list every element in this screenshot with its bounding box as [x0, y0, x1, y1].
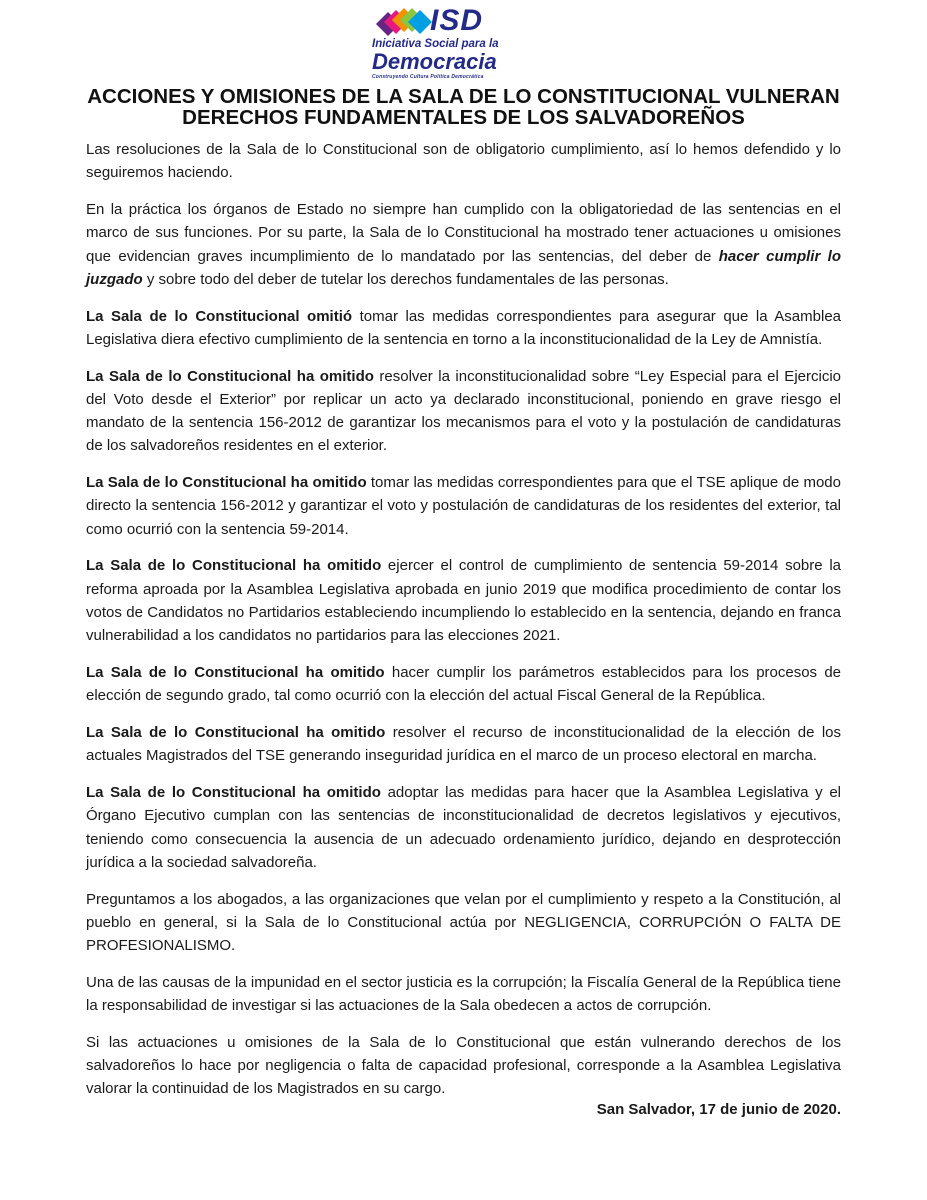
paragraph-7: [86, 661, 841, 708]
logo-abbreviation: ISD: [430, 4, 484, 37]
paragraph-text: hacer cumplir los parámetros establecidos para los procesos de elección de segundo grado, tal como ocurrió con la elección del actual Fiscal General de la República.: [86, 663, 842, 705]
emphasis-text: hacer cumplir lo juzgado: [86, 247, 841, 288]
paragraph-12: [86, 1031, 841, 1101]
paragraph-10: [86, 888, 841, 958]
paragraph-11: [86, 971, 841, 1018]
paragraph-6: [86, 554, 841, 647]
logo-name-line1: Iniciativa Social para la: [372, 38, 499, 50]
paragraph-lead: La Sala de lo Constitucional ha omitido: [86, 783, 381, 801]
paragraph-2: [86, 198, 841, 291]
document-title: ACCIONES Y OMISIONES DE LA SALA DE LO CONSTITUCIONAL VULNERAN DERECHOS FUNDAMENTALES DE LOS SALVADOREÑOS: [87, 85, 840, 129]
paragraph-lead: La Sala de lo Constitucional ha omitido: [86, 663, 385, 681]
paragraph-text: tomar las medidas correspondientes para asegurar que la Asamblea Legislativa diera efectivo cumplimiento de la sentencia en torno a la inconstitucionalidad de la Ley de Amnistía.: [86, 307, 841, 348]
paragraph-text: Las resoluciones de la Sala de lo Constitucional son de obligatorio cumplimiento, así lo hemos defendido y lo seguiremos haciendo.: [86, 141, 841, 182]
logo-name-line2: Democracia: [372, 49, 497, 74]
paragraph-3: [86, 305, 841, 352]
document-body: [86, 138, 841, 1114]
paragraph-4: [86, 365, 841, 458]
paragraph-text: Preguntamos a los abogados, a las organizaciones que velan por el cumplimiento y respeto a la Constitución, al pueblo en general, si la Sala de lo Constitucional actúa por NEGLIGENCIA, CORRUPCIÓN O FALTA DE PROFESIONALISMO.: [86, 890, 841, 955]
paragraph-text: resolver la inconstitucionalidad sobre “Ley Especial para el Ejercicio del Voto desde el Exterior” por replicar un acto ya declarado inconstitucional, poniendo en grave riesgo el mandato de la sentencia 156-2012 de garantizar los mecanismos para el voto y la postulación de candidaturas de los salvadoreños residentes en el exterior.: [86, 367, 841, 455]
paragraph-text: adoptar las medidas para hacer que la Asamblea Legislativa y el Órgano Ejecutivo cumplan con las sentencias de inconstitucionalidad de decretos legislativos y ejecutivos, teniendo como consecuencia la ausencia de un adecuado ordenamiento jurídico, dejando en desprotección jurídica a la sociedad salvadoreña.: [86, 783, 842, 871]
paragraph-lead: La Sala de lo Constitucional ha omitido: [86, 557, 382, 575]
paragraph-text: Si las actuaciones u omisiones de la Sala de lo Constitucional que están vulnerando derechos de los salvadoreños lo hace por negligencia o falta de capacidad profesional, corresponde a la Asamblea Legislativa valorar la continuidad de los Magistrados en su cargo.: [86, 1033, 841, 1098]
paragraph-text: En la práctica los órganos de Estado no siempre han cumplido con la obligatoriedad de las sentencias en el marco de sus funciones. Por su parte, la Sala de lo Constitucional ha mostrado tener actuaciones u omisiones que evidencian graves incumplimiento de lo mandatado por las sentencias, del deber de: [86, 200, 841, 265]
paragraph-text: ejercer el control de cumplimiento de sentencia 59-2014 sobre la reforma aproada por la Asamblea Legislativa aprobada en junio 2019 que modifica procedimiento de contar los votos de Candidatos no Partidarios estableciendo incumpliendo lo establecido en la sentencia, dejando en franca vulnerabilidad a los candidatos no partidarios para las elecciones 2021.: [86, 557, 841, 645]
paragraph-text: y sobre todo del deber de tutelar los derechos fundamentales de las personas.: [142, 270, 669, 288]
paragraph-5: [86, 471, 841, 541]
paragraph-lead: La Sala de lo Constitucional omitió: [86, 307, 353, 325]
paragraph-lead: La Sala de lo Constitucional ha omitido: [86, 474, 367, 492]
paragraph-8: [86, 721, 841, 768]
isd-diamonds-icon: [374, 6, 432, 40]
paragraph-1: [86, 138, 841, 185]
paragraph-text: resolver el recurso de inconstitucionalidad de la elección de los actuales Magistrados del TSE generando inseguridad jurídica en el marco de un proceso electoral en marcha.: [86, 723, 842, 765]
paragraph-lead: La Sala de lo Constitucional ha omitido: [86, 723, 386, 741]
logo-tagline: Construyendo Cultura Política Democrática: [372, 74, 484, 80]
isd-logo: [370, 6, 500, 80]
paragraph-9: [86, 781, 841, 874]
paragraph-lead: La Sala de lo Constitucional ha omitido: [86, 367, 374, 385]
paragraph-text: tomar las medidas correspondientes para que el TSE aplique de modo directo la sentencia 156-2012 y garantizar el voto y postulación de candidaturas de los residentes del exterior, tal como ocurrió con la sentencia 59-2014.: [86, 474, 841, 538]
paragraph-text: Una de las causas de la impunidad en el sector justicia es la corrupción; la Fiscalía General de la República tiene la responsabilidad de investigar si las actuaciones de la Sala obedecen a actos de corrupción.: [86, 973, 841, 1015]
closing-place-date: San Salvador, 17 de junio de 2020.: [596, 1101, 841, 1118]
